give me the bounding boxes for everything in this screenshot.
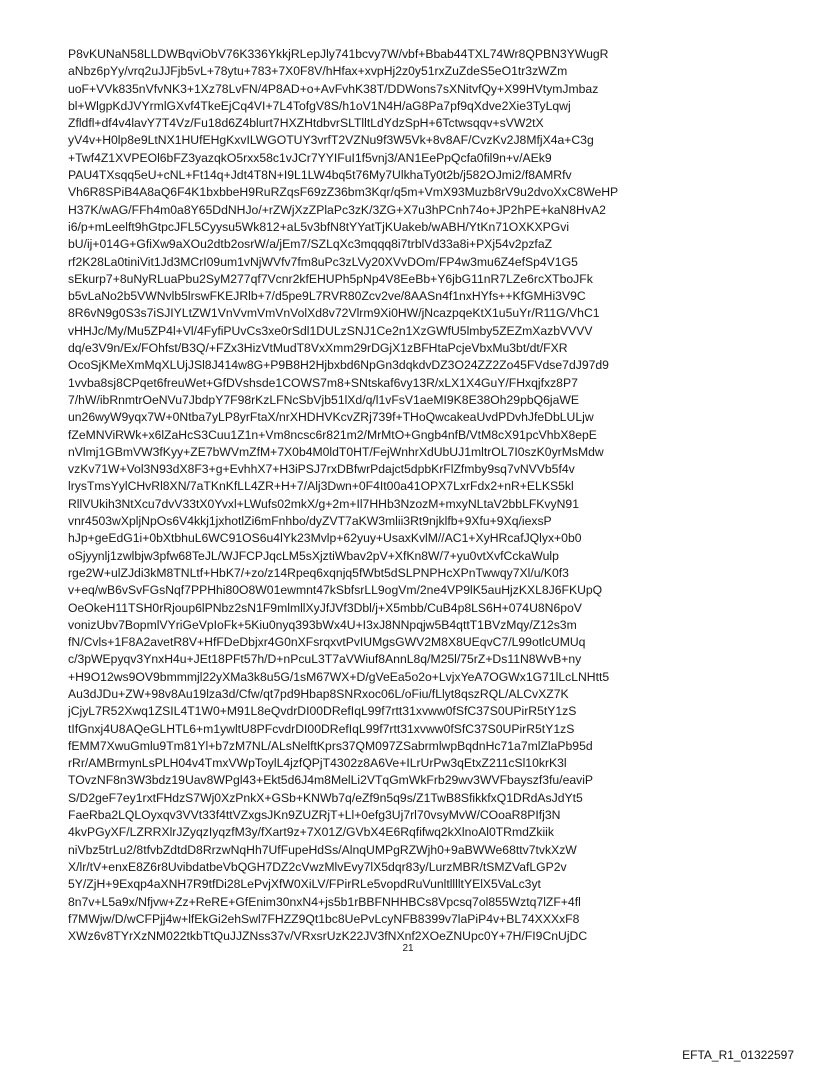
text-line: fZeMNViRWk+x6lZaHcS3Cuu1Z1n+Vm8ncsc6r821m2/MrMtO+Gngb4nfB/VtM8cX91pcVhbX8epE <box>68 427 597 442</box>
text-line: fEMM7XwuGmlu9Tm81Yl+b7zM7NL/ALsNelftKprs37QM097ZSabrmlwpBqdnHc71a7mlZlaPb95d <box>68 738 593 753</box>
text-line: c/3pWEpyqv3YnxH4u+JEt18PFt57h/D+nPcuL3T7aVWiuf8AnnL8q/M25l/75rZ+Ds11N8WvB+ny <box>68 652 582 667</box>
encoded-text-block <box>68 46 768 945</box>
text-line: i6/p+mLeelft9hGtpcJFL5Cyysu5Wk812+aL5v3bfN8tYYatTjKUakeb/wABH/YtKn71OXKXPGvi <box>68 219 570 234</box>
text-line: jCjyL7R52Xwq1ZSIL4T1W0+M91L8eQvdrDI00DRefIqL99f7rtt31xvww0fSfC37S0UPirR5tY1zS <box>68 704 577 719</box>
text-line: rge2W+ulZJdi3kM8TNLtf+HbK7/+zo/z14Rpeq6xqnjq5fWbt5dSLPNPHcXPnTwwqy7Xl/u/K0f3 <box>68 565 569 580</box>
text-line: nVlmj1GBmVW3fKyy+ZE7bWVmZfM+7X0b4M0ldT0HT/FejWnhrXdUbUJ1mltrOL7I0szK0yrMsMdw <box>68 444 604 459</box>
text-line: bl+WlgpKdJVYrmlGXvf4TkeEjCq4VI+7L4TofgV8S/h1oV1N4H/aG8Pa7pf9qXdve2Xie3TyLqwj <box>68 98 571 113</box>
text-line: rRr/AMBrmynLsPLH04v4TmxVWpToylL4jzfQPjT4302z8A6Ve+ILrUrPw3qEtxZ211cSl10krK3l <box>68 756 567 771</box>
text-line: PAU4TXsqq5eU+cNL+Ft14q+Jdt4T8N+I9L1LW4bq5t76My7UlkhaTy0t2b/j582OJmi2/f8AMRfv <box>68 168 572 183</box>
text-line: Zfldfl+df4v4lavY7T4Vz/Fu18d6Z4blurt7HXZHtdbvrSLTlltLdYdzSpH+6Tctwsqqv+sVW2tX <box>68 116 544 131</box>
text-line: OeOkeH11TSH0rRjoup6lPNbz2sN1F9mlmllXyJfJVf3Dbl/j+X5mbb/CuB4p8LS6H+074U8N6poV <box>68 600 582 615</box>
text-line: tIfGnxj4U8AQeGLHTL6+m1ywltU8PFcvdrDI00DRefIqL99f7rtt31xvww0fSfC37S0UPirR5tY1zS <box>68 721 575 736</box>
text-line: P8vKUNaN58LLDWBqviObV76K336YkkjRLepJly741bcvy7W/vbf+Bbab44TXL74Wr8QPBN3YWugR <box>68 47 609 61</box>
text-line: 8R6vN9g0S3s7iSJIYLtZW1VnVvmVmVnVolXd8v72Vlrm9Xi0HW/jNcazpqeKtX1u5uYr/R11G/VhC1 <box>68 306 600 321</box>
page-number: 21 <box>402 943 414 954</box>
text-line: uoF+VVk835nVfvNK3+1Xz78LvFN/4P8AD+o+AvFvhK38T/DDWons7sXNitvfQy+X99HVtymJmbaz <box>68 81 599 96</box>
text-line: rf2K28La0tiniVit1Jd3MCrI09um1vNjWVfv7fm8uPc3zLVy20XVvDOm/FP4w3mu6Z4efSp4V1G5 <box>68 254 578 269</box>
text-line: XWz6v8TYrXzNM022tkbTtQuJJZNss37v/VRxsrUzK22JV3fNXnf2XOeZNUpc0Y+7H/FI9CnUjDC <box>68 929 588 944</box>
text-line: b5vLaNo2b5VWNvlb5lrswFKEJRlb+7/d5pe9L7RVR80Zcv2ve/8AASn4f1nxHYfs++KfGMHi3V9C <box>68 289 586 304</box>
text-line: vzKv71W+Vol3N93dX8F3+g+EvhhX7+H3iPSJ7rxDBfwrPdajct5dpbKrFlZfmby9sq7vNVVb5f4v <box>68 462 575 477</box>
text-line: dq/e3V9n/Ex/FOhfst/B3Q/+FZx3HizVtMudT8VxXmm29rDGjX1zBFHtaPcjeVbxMu3bt/dt/FXR <box>68 341 568 356</box>
text-line: 8n7v+L5a9x/Nfjvw+Zz+ReRE+GfEnim30nxN4+js5b1rBBFNHHBCs8Vpcsq7ol855Wztq7lZF+4fl <box>68 894 581 909</box>
text-line: lrysTmsYylCHvRl8XN/7aTKnKfLL4ZR+H+7/Alj3Dwn+0F4It00a41OPX7LxrFdx2+nR+ELKS5kl <box>68 479 574 494</box>
text-line: sEkurp7+8uNyRLuaPbu2SyM277qf7Vcnr2kfEHUPh5pNp4V8EeBb+Y6jbG11nR7LZe6rcXTboJFk <box>68 271 593 286</box>
document-id: EFTA_R1_01322597 <box>682 1048 794 1062</box>
text-line: X/lr/tV+enxE8Z6r8UvibdatbeVbQGH7DZ2cVwzMlvEvy7lX5dqr83y/LurzMBR/tSMZVafLGP2v <box>68 859 567 874</box>
text-line: v+eq/wB6vSvFGsNqf7PPHhi80O8W01ewmnt47kSbfsrLL9ogVm/2ne4VP9lK5auHjzKXL8J6FKUpQ <box>68 583 603 598</box>
text-line: 1vvba8sj8CPqet6freuWet+GfDVshsde1COWS7m8+SNtskaf6vy13R/xLX1X4GuY/FHxqjfxz8P7 <box>68 375 578 390</box>
text-line: FaeRba2LQLOyxqv3VVt33f4ttVZxgsJKn9ZUZRjT+Ll+0efg3Uj7rl70vsyMvW/COoaR8PIfj3N <box>68 808 561 823</box>
text-line: yV4v+H0lp8e9LtNX1HUfEHgKxvILWGOTUY3vrfT2VZNu9f3W5Vk+8v8AF/CvzKv2J8MfjX4a+C3g <box>68 133 594 148</box>
text-line: +Twf4Z1XVPEOl6bFZ3yazqkO5rxx58c1vJCr7YYIFuI1f5vnj3/AN1EePpQcfa0fil9n+v/AEk9 <box>68 150 552 165</box>
text-line: Au3dJDu+ZW+98v8Au19lza3d/Cfw/qt7pd9Hbap8SNRxoc06L/oFiu/fLlyt8qszRQL/ALCvXZ7K <box>68 686 569 701</box>
text-line: fN/Cvls+1F8A2avetR8V+HfFDeDbjxr4G0nXFsrqxvtPvIUMgsGWV2M8X8UEqvC7/L99otlcUMUq <box>68 635 586 650</box>
text-line: aNbz6pYy/vrq2uJJFjb5vL+78ytu+783+7X0F8V/hHfax+xvpHj2z0y51rxZuZdeS5eO1tr3zWZm <box>68 64 568 79</box>
text-line: TOvzNF8n3W3bdz19Uav8WPgl43+Ekt5d6J4m8MelLi2VTqGmWkFrb29wv3WVFbayszf3fu/eaviP <box>68 773 594 788</box>
text-line: 4kvPGyXF/LZRRXlrJZyqzIyqzfM3y/fXart9z+7X01Z/GVbX4E6Rqfifwq2kXlnoAl0TRmdZkiik <box>68 825 554 840</box>
text-line: un26wyW9yqx7W+0Ntba7yLP8yrFtaX/nrXHDHVKcvZRj739f+THoQwcakeaUvdPDvhJfeDbLULjw <box>68 410 594 425</box>
text-line: H37K/wAG/FFh4m0a8Y65DdNHJo/+rZWjXzZPlaPc3zK/3ZG+X7u3hPCnh74o+JP2hPE+kaN8HvA2 <box>68 202 606 217</box>
text-line: hJp+geEdG1i+0bXtbhuL6WC91OS6u4lYk23Mvlp+62yuy+UsaxKvlM//AC1+XyHRcafJQlyx+0b0 <box>68 531 582 546</box>
text-line: 5Y/ZjH+9Exqp4aXNH7R9tfDi28LePvjXfW0XiLV/FPirRLe5vopdRuVunltlllltYElX5VaLc3yt <box>68 877 541 892</box>
text-line: 7/hW/ibRnmtrOeNVu7JbdpY7F98rKzLFNcSbVjb51lXd/q/l1vFsV1aeMI9K8E38Oh29pbQ6jaWE <box>68 392 579 407</box>
text-line: f7MWjw/D/wCFPjj4w+lfEkGi2ehSwl7FHZZ9Qt1bc8UePvLcyNFB8399v7laPiP4v+BL74XXXxF8 <box>68 911 580 926</box>
text-line: S/D2geF7ey1rxtFHdzS7Wj0XzPnkX+GSb+KNWb7q/eZf9n5q9s/Z1TwB8SfikkfxQ1DRdAsJdYt5 <box>68 790 583 805</box>
text-line: RllVUkih3NtXcu7dvV33tX0Yvxl+LWufs02mkX/g+2m+Il7HHb3NzozM+mxyNLtaV2bbLFKvyN91 <box>68 496 579 511</box>
text-line: OcoSjKMeXmMqXLUjJSl8J414w8G+P9B8H2Hjbxbd6NpGn3dqkdvDZ3O24ZZ2Zo45FVdse7dJ97d9 <box>68 358 609 373</box>
text-line: oSjyynlj1zwlbjw3pfw68TeJL/WJFCPJqcLM5sXjztiWbav2pV+XfKn8W/7+yu0vtXvfCckaWulp <box>68 548 559 563</box>
text-line: Vh6R8SPiB4A8aQ6F4K1bxbbeH9RuRZqsF69zZ36bm3Kqr/q5m+VmX93Muzb8rV9u2dvoXxC8WeHP <box>68 185 619 200</box>
text-line: vHHJc/My/Mu5ZP4l+Vl/4FyfiPUvCs3xe0rSdl1DULzSNJ1Ce2n1XzGWfU5lmby5ZEZmXazbVVVV <box>68 323 593 338</box>
text-line: vnr4503wXpljNpOs6V4kkj1jxhotlZi6mFnhbo/dyZVT7aKW3mlii3Rt9njklfb+9Xfu+9Xq/iexsP <box>68 514 552 529</box>
text-line: bU/ij+014G+GfiXw9aXOu2dtb2osrW/a/jEm7/SZLqXc3mqqq8i7trblVd33a8i+PXj54v2pzfaZ <box>68 237 553 252</box>
text-line: +H9O12ws9OV9bmmmjl22yXMa3k8u5G/1sM67WX+D/gVeEa5o2o+LvjxYeA7OGWx1G71lLcLNHtt5 <box>68 669 610 684</box>
text-line: niVbz5trLu2/8tfvbZdtdD8RrzwNqHh7UfFupeHdSs/AlnqUMPgRZWjh0+9aBWWe68ttv7tvkXzW <box>68 842 577 857</box>
text-line: vonizUbv7BopmlVYriGeVpIoFk+5Kiu0nyq393bWx4U+I3xJ8NNpqjw5B4qttT1BVzMqy/Z12s3m <box>68 617 577 632</box>
